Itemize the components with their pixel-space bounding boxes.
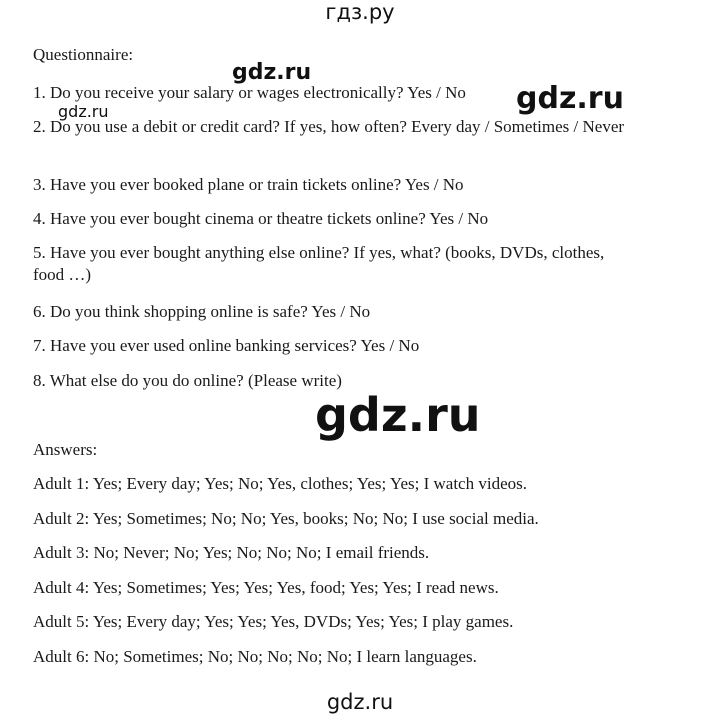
watermark-gdz-3: gdz.ru [58, 102, 109, 121]
question-3: 3. Have you ever booked plane or train tickets online? Yes / No [33, 175, 464, 194]
question-4: 4. Have you ever bought cinema or theatre tickets online? Yes / No [33, 209, 489, 228]
watermark-gdz-2: gdz.ru [516, 81, 624, 116]
question-5: 5. Have you ever bought anything else online? If yes, what? (books, DVDs, clothes, food …) [33, 243, 605, 284]
answer-adult-6: Adult 6: No; Sometimes; No; No; No; No; No; I learn languages. [33, 647, 477, 666]
watermark-gdz-center: gdz.ru [315, 388, 481, 442]
answer-adult-3: Adult 3: No; Never; No; Yes; No; No; No; I email friends. [33, 543, 430, 562]
watermark-top: гдз.ру [325, 0, 395, 24]
answer-adult-4: Adult 4: Yes; Sometimes; Yes; Yes; Yes, food; Yes; Yes; I read news. [33, 578, 499, 597]
watermark-bottom: gdz.ru [326, 690, 394, 714]
question-1: 1. Do you receive your salary or wages electronically? Yes / No [33, 83, 466, 102]
watermark-gdz-1: gdz.ru [232, 60, 312, 85]
question-8: 8. What else do you do online? (Please write) [33, 371, 342, 390]
answer-adult-5: Adult 5: Yes; Every day; Yes; Yes; Yes, DVDs; Yes; Yes; I play games. [33, 612, 514, 631]
answer-adult-2: Adult 2: Yes; Sometimes; No; No; Yes, books; No; No; I use social media. [33, 509, 539, 528]
answers-heading: Answers: [33, 440, 98, 459]
question-7: 7. Have you ever used online banking services? Yes / No [33, 336, 420, 355]
answer-adult-1: Adult 1: Yes; Every day; Yes; No; Yes, clothes; Yes; Yes; I watch videos. [33, 474, 527, 493]
questionnaire-heading: Questionnaire: [33, 45, 134, 64]
question-2: 2. Do you use a debit or credit card? If yes, how often? Every day / Sometimes / Never [33, 117, 625, 136]
question-6: 6. Do you think shopping online is safe? Yes / No [33, 302, 371, 321]
